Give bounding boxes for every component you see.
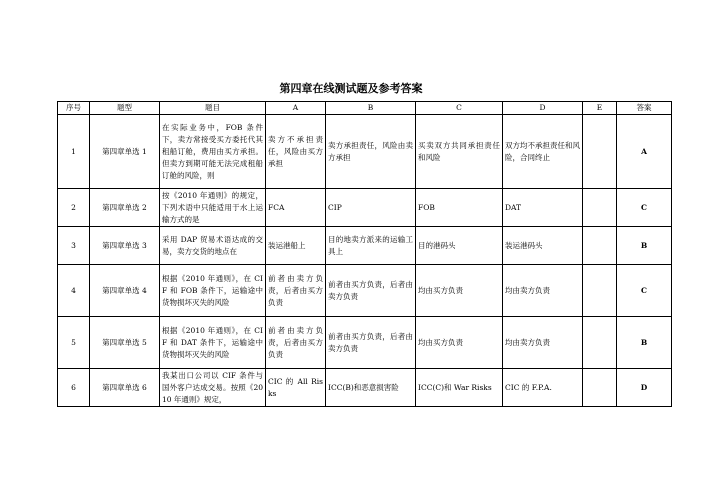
row-number: 2: [58, 189, 90, 227]
page-title: 第四章在线测试题及参考答案: [279, 82, 423, 95]
table-row: [58, 369, 672, 407]
option-c: 买卖双方共同承担责任和风险: [416, 115, 503, 189]
option-d: 双方均不承担责任和风险，合同终止: [503, 115, 583, 189]
option-e: [583, 189, 617, 227]
option-e: [583, 265, 617, 317]
option-a: 卖方不承担责任，风险由买方承担: [266, 115, 326, 189]
col-header-b: B: [326, 102, 416, 115]
option-a: CIC 的 All Risks: [266, 369, 326, 407]
row-number: 5: [58, 317, 90, 369]
col-header-answer: 答案: [617, 102, 672, 115]
header-row: [58, 102, 672, 115]
question-type: 第四章单选 5: [90, 317, 160, 369]
option-d: 均由卖方负责: [503, 265, 583, 317]
option-b: ICC(B)和恶意损害险: [326, 369, 416, 407]
row-number: 1: [58, 115, 90, 189]
col-header-d: D: [503, 102, 583, 115]
question-text: 在实际业务中，FOB 条件下，卖方常接受买方委托代其租船订舱，费用由买方承担。但卖方到期可能无法完成租船订舱的风险，则: [160, 115, 266, 189]
option-d: 均由卖方负责: [503, 317, 583, 369]
col-header-c: C: [416, 102, 503, 115]
quiz-table: [57, 101, 672, 407]
table-row: [58, 189, 672, 227]
question-type: 第四章单选 4: [90, 265, 160, 317]
option-a: 前者由卖方负责，后者由买方负责: [266, 317, 326, 369]
row-number: 3: [58, 227, 90, 265]
option-b: 目的地卖方派来的运输工具上: [326, 227, 416, 265]
table-row: [58, 227, 672, 265]
option-a: 装运港船上: [266, 227, 326, 265]
option-e: [583, 115, 617, 189]
question-text: 根据《2010 年通则》，在 CIF 和 DAT 条件下，运输途中货物损坏灭失的风险: [160, 317, 266, 369]
col-header-no: 序号: [58, 102, 90, 115]
row-number: 4: [58, 265, 90, 317]
option-a: FCA: [266, 189, 326, 227]
row-number: 6: [58, 369, 90, 407]
answer: A: [617, 115, 672, 189]
answer: D: [617, 369, 672, 407]
table-row: [58, 265, 672, 317]
option-a: 前者由卖方负责，后者由买方负责: [266, 265, 326, 317]
option-e: [583, 227, 617, 265]
option-c: 均由买方负责: [416, 317, 503, 369]
question-type: 第四章单选 1: [90, 115, 160, 189]
col-header-a: A: [266, 102, 326, 115]
option-e: [583, 369, 617, 407]
answer: B: [617, 227, 672, 265]
option-b: 前者由买方负责，后者由卖方负责: [326, 265, 416, 317]
option-c: 均由买方负责: [416, 265, 503, 317]
option-d: DAT: [503, 189, 583, 227]
option-b: CIP: [326, 189, 416, 227]
option-e: [583, 317, 617, 369]
question-text-content: 我某出口公司以 CIF 条件与国外客户达成交易。按照《2010 年通则》规定，: [162, 370, 263, 404]
answer: C: [617, 189, 672, 227]
col-header-e: E: [583, 102, 617, 115]
option-b: 前者由买方负责，后者由卖方负责: [326, 317, 416, 369]
option-c: FOB: [416, 189, 503, 227]
question-type: 第四章单选 6: [90, 369, 160, 407]
option-d: CIC 的 F.P.A.: [503, 369, 583, 407]
option-c: 目的港码头: [416, 227, 503, 265]
answer: C: [617, 265, 672, 317]
option-d: 装运港码头: [503, 227, 583, 265]
col-header-question: 题目: [160, 102, 266, 115]
answer: B: [617, 317, 672, 369]
question-text: [160, 369, 266, 407]
question-type: 第四章单选 2: [90, 189, 160, 227]
question-text: 采用 DAP 贸易术语达成的交易，卖方交货的地点在: [160, 227, 266, 265]
table-row: [58, 115, 672, 189]
col-header-type: 题型: [90, 102, 160, 115]
option-b: 卖方承担责任，风险由卖方承担: [326, 115, 416, 189]
table-row: [58, 317, 672, 369]
option-c: ICC(C)和 War Risks: [416, 369, 503, 407]
question-text: 根据《2010 年通则》，在 CIF 和 FOB 条件下，运输途中货物损坏灭失的风险: [160, 265, 266, 317]
question-type: 第四章单选 3: [90, 227, 160, 265]
question-text: 按《2010 年通则》的规定，下列术语中只能适用于水上运输方式的是: [160, 189, 266, 227]
